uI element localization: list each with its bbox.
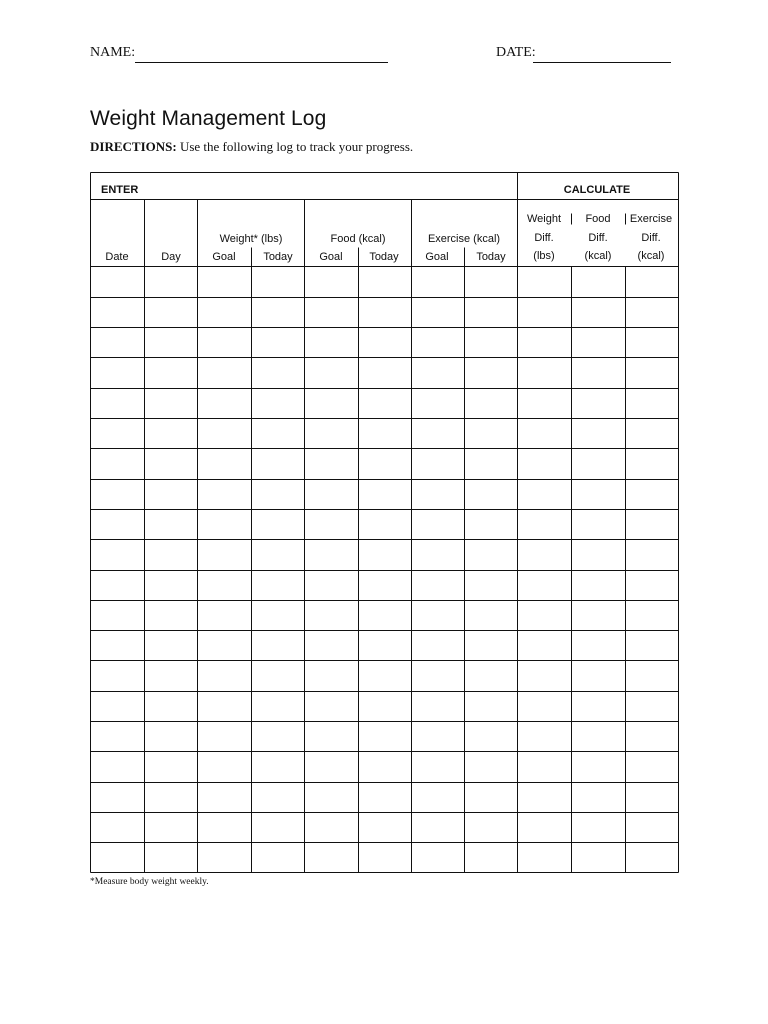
log-entry-cell[interactable] [146, 722, 197, 750]
log-entry-cell[interactable] [627, 783, 678, 811]
log-entry-cell[interactable] [306, 540, 358, 568]
log-entry-cell[interactable] [92, 419, 144, 447]
food-goal-header: Goal [319, 251, 343, 263]
footnote: *Measure body weight weekly. [90, 877, 209, 887]
log-entry-cell[interactable] [92, 298, 144, 326]
log-entry-cell[interactable] [253, 540, 304, 568]
log-entry-cell[interactable] [92, 692, 144, 720]
log-entry-cell[interactable] [146, 480, 197, 508]
name-label: NAME: [90, 45, 136, 60]
log-entry-cell[interactable] [627, 298, 678, 326]
log-entry-cell[interactable] [253, 843, 304, 871]
log-entry-cell[interactable] [199, 601, 251, 629]
log-entry-cell[interactable] [199, 661, 251, 689]
exercise-goal-header: Goal [425, 251, 449, 263]
log-entry-cell[interactable] [199, 480, 251, 508]
log-entry-cell[interactable] [306, 449, 358, 477]
date-label: DATE: [496, 45, 536, 60]
log-entry-cell[interactable] [627, 813, 678, 841]
calc-exercise-line1: Exercise [629, 213, 673, 225]
log-entry-cell[interactable] [360, 631, 411, 659]
log-entry-cell[interactable] [573, 480, 625, 508]
log-entry-cell[interactable] [627, 268, 678, 296]
log-entry-cell[interactable] [519, 389, 571, 417]
calc-weight-line3: (lbs) [533, 250, 555, 262]
log-entry-cell[interactable] [253, 298, 304, 326]
log-entry-cell[interactable] [253, 419, 304, 447]
group-weight-header: Weight* (lbs) [219, 233, 283, 245]
log-entry-cell[interactable] [253, 571, 304, 599]
directions-text: Use the following log to track your progress. [176, 139, 414, 154]
log-entry-cell[interactable] [519, 722, 571, 750]
log-entry-cell[interactable] [146, 358, 197, 386]
section-calculate-label: CALCULATE [563, 184, 631, 196]
log-entry-cell[interactable] [253, 783, 304, 811]
log-entry-cell[interactable] [253, 268, 304, 296]
log-entry-cell[interactable] [92, 328, 144, 356]
log-entry-cell[interactable] [413, 783, 464, 811]
log-entry-cell[interactable] [573, 449, 625, 477]
log-entry-cell[interactable] [466, 419, 517, 447]
log-entry-cell[interactable] [92, 449, 144, 477]
log-entry-cell[interactable] [253, 389, 304, 417]
log-entry-cell[interactable] [413, 389, 464, 417]
log-entry-cell[interactable] [466, 843, 517, 871]
log-entry-cell[interactable] [92, 571, 144, 599]
log-entry-cell[interactable] [413, 631, 464, 659]
log-entry-cell[interactable] [146, 268, 197, 296]
log-entry-cell[interactable] [413, 601, 464, 629]
log-entry-cell[interactable] [199, 631, 251, 659]
log-entry-cell[interactable] [306, 601, 358, 629]
log-entry-cell[interactable] [466, 389, 517, 417]
log-entry-cell[interactable] [199, 783, 251, 811]
log-table [90, 172, 680, 874]
log-entry-cell[interactable] [306, 328, 358, 356]
log-entry-cell[interactable] [360, 389, 411, 417]
log-entry-cell[interactable] [146, 843, 197, 871]
log-entry-cell[interactable] [146, 419, 197, 447]
section-enter-label: ENTER [101, 184, 139, 196]
log-entry-cell[interactable] [519, 540, 571, 568]
log-entry-cell[interactable] [627, 692, 678, 720]
log-entry-cell[interactable] [146, 783, 197, 811]
log-entry-cell[interactable] [466, 692, 517, 720]
log-entry-cell[interactable] [413, 540, 464, 568]
log-entry-cell[interactable] [573, 540, 625, 568]
log-entry-cell[interactable] [199, 692, 251, 720]
log-entry-cell[interactable] [253, 510, 304, 538]
log-entry-cell[interactable] [519, 419, 571, 447]
log-entry-cell[interactable] [92, 783, 144, 811]
group-food-header: Food (kcal) [330, 233, 386, 245]
log-entry-cell[interactable] [413, 268, 464, 296]
log-entry-cell[interactable] [253, 358, 304, 386]
log-entry-cell[interactable] [466, 328, 517, 356]
log-entry-cell[interactable] [627, 752, 678, 780]
log-entry-cell[interactable] [413, 419, 464, 447]
log-entry-cell[interactable] [253, 661, 304, 689]
log-entry-cell[interactable] [199, 449, 251, 477]
log-entry-cell[interactable] [466, 601, 517, 629]
log-entry-cell[interactable] [199, 389, 251, 417]
log-entry-cell[interactable] [573, 510, 625, 538]
log-entry-cell[interactable] [360, 328, 411, 356]
log-entry-cell[interactable] [573, 631, 625, 659]
log-entry-cell[interactable] [519, 571, 571, 599]
log-entry-cell[interactable] [306, 480, 358, 508]
date-field[interactable] [533, 62, 671, 63]
log-entry-cell[interactable] [306, 843, 358, 871]
log-entry-cell[interactable] [199, 268, 251, 296]
log-entry-cell[interactable] [466, 783, 517, 811]
exercise-today-header: Today [476, 251, 506, 263]
log-entry-cell[interactable] [253, 601, 304, 629]
log-entry-cell[interactable] [199, 540, 251, 568]
log-entry-cell[interactable] [627, 358, 678, 386]
log-entry-cell[interactable] [413, 752, 464, 780]
log-entry-cell[interactable] [573, 661, 625, 689]
log-entry-cell[interactable] [466, 571, 517, 599]
log-entry-cell[interactable] [627, 661, 678, 689]
log-entry-cell[interactable] [360, 510, 411, 538]
log-entry-cell[interactable] [466, 813, 517, 841]
log-entry-cell[interactable] [253, 480, 304, 508]
weight-today-header: Today [263, 251, 293, 263]
group-exercise-header: Exercise (kcal) [427, 233, 501, 245]
log-entry-cell[interactable] [627, 631, 678, 659]
log-entry-cell[interactable] [573, 571, 625, 599]
log-entry-cell[interactable] [413, 571, 464, 599]
log-entry-cell[interactable] [360, 601, 411, 629]
log-entry-cell[interactable] [253, 722, 304, 750]
log-entry-cell[interactable] [92, 268, 144, 296]
log-entry-cell[interactable] [573, 813, 625, 841]
log-entry-cell[interactable] [92, 389, 144, 417]
log-entry-cell[interactable] [360, 813, 411, 841]
log-entry-cell[interactable] [627, 601, 678, 629]
log-entry-cell[interactable] [146, 661, 197, 689]
log-entry-cell[interactable] [466, 268, 517, 296]
log-entry-cell[interactable] [627, 540, 678, 568]
log-entry-cell[interactable] [306, 510, 358, 538]
log-entry-cell[interactable] [306, 752, 358, 780]
log-entry-cell[interactable] [519, 843, 571, 871]
log-entry-cell[interactable] [306, 722, 358, 750]
log-entry-cell[interactable] [360, 661, 411, 689]
log-entry-cell[interactable] [253, 631, 304, 659]
log-entry-cell[interactable] [519, 358, 571, 386]
log-entry-cell[interactable] [627, 571, 678, 599]
log-entry-cell[interactable] [146, 449, 197, 477]
log-entry-cell[interactable] [146, 631, 197, 659]
log-table-grid [90, 172, 680, 874]
directions-label: DIRECTIONS: [90, 139, 177, 154]
log-entry-cell[interactable] [466, 631, 517, 659]
log-entry-cell[interactable] [413, 510, 464, 538]
log-entry-cell[interactable] [360, 540, 411, 568]
log-entry-cell[interactable] [519, 631, 571, 659]
log-entry-cell[interactable] [306, 692, 358, 720]
calc-food-line3: (kcal) [584, 250, 612, 262]
log-entry-cell[interactable] [199, 843, 251, 871]
log-entry-cell[interactable] [199, 571, 251, 599]
log-entry-cell[interactable] [519, 480, 571, 508]
log-entry-cell[interactable] [466, 661, 517, 689]
log-entry-cell[interactable] [466, 510, 517, 538]
calc-food-line2: Diff. [588, 232, 608, 244]
log-entry-cell[interactable] [519, 328, 571, 356]
log-entry-cell[interactable] [519, 510, 571, 538]
log-entry-cell[interactable] [466, 358, 517, 386]
log-entry-cell[interactable] [413, 722, 464, 750]
calc-weight-line1: Weight [526, 213, 562, 225]
log-entry-cell[interactable] [199, 722, 251, 750]
log-entry-cell[interactable] [519, 298, 571, 326]
calc-food-line1: Food [585, 213, 611, 225]
log-entry-cell[interactable] [146, 389, 197, 417]
log-entry-cell[interactable] [519, 601, 571, 629]
log-entry-cell[interactable] [306, 631, 358, 659]
log-entry-cell[interactable] [360, 419, 411, 447]
log-entry-cell[interactable] [519, 449, 571, 477]
page-title: Weight Management Log [90, 107, 327, 130]
directions [90, 139, 413, 155]
log-entry-cell[interactable] [360, 571, 411, 599]
log-entry-cell[interactable] [627, 328, 678, 356]
calc-exercise-line2: Diff. [641, 232, 661, 244]
log-entry-cell[interactable] [199, 358, 251, 386]
log-entry-cell[interactable] [413, 328, 464, 356]
log-entry-cell[interactable] [360, 692, 411, 720]
log-entry-cell[interactable] [199, 298, 251, 326]
log-entry-cell[interactable] [413, 298, 464, 326]
log-entry-cell[interactable] [360, 480, 411, 508]
food-today-header: Today [369, 251, 399, 263]
weight-goal-header: Goal [212, 251, 236, 263]
log-entry-cell[interactable] [466, 298, 517, 326]
log-entry-cell[interactable] [306, 419, 358, 447]
calc-weight-line2: Diff. [534, 232, 554, 244]
log-entry-cell[interactable] [360, 358, 411, 386]
col-date-header: Date [105, 251, 129, 263]
log-entry-cell[interactable] [146, 540, 197, 568]
log-entry-cell[interactable] [573, 298, 625, 326]
log-entry-cell[interactable] [199, 510, 251, 538]
log-entry-cell[interactable] [92, 540, 144, 568]
log-entry-cell[interactable] [573, 783, 625, 811]
log-entry-cell[interactable] [306, 661, 358, 689]
log-entry-cell[interactable] [146, 571, 197, 599]
log-entry-cell[interactable] [519, 692, 571, 720]
log-entry-cell[interactable] [413, 661, 464, 689]
log-entry-cell[interactable] [519, 268, 571, 296]
log-entry-cell[interactable] [92, 813, 144, 841]
log-entry-cell[interactable] [253, 449, 304, 477]
log-entry-cell[interactable] [146, 752, 197, 780]
log-entry-cell[interactable] [627, 419, 678, 447]
name-field[interactable] [135, 62, 388, 63]
log-entry-cell[interactable] [199, 419, 251, 447]
log-entry-cell[interactable] [573, 752, 625, 780]
log-entry-cell[interactable] [627, 843, 678, 871]
log-entry-cell[interactable] [360, 722, 411, 750]
log-entry-cell[interactable] [92, 661, 144, 689]
log-entry-cell[interactable] [92, 843, 144, 871]
log-entry-cell[interactable] [360, 752, 411, 780]
calc-exercise-line3: (kcal) [637, 250, 665, 262]
log-entry-cell[interactable] [413, 358, 464, 386]
log-entry-cell[interactable] [92, 722, 144, 750]
log-entry-cell[interactable] [413, 449, 464, 477]
log-entry-cell[interactable] [146, 328, 197, 356]
log-entry-cell[interactable] [413, 843, 464, 871]
log-entry-cell[interactable] [146, 813, 197, 841]
log-entry-cell[interactable] [360, 298, 411, 326]
log-entry-cell[interactable] [253, 752, 304, 780]
log-entry-cell[interactable] [360, 783, 411, 811]
log-entry-cell[interactable] [199, 328, 251, 356]
log-entry-cell[interactable] [253, 328, 304, 356]
log-entry-cell[interactable] [466, 540, 517, 568]
log-entry-cell[interactable] [519, 661, 571, 689]
log-entry-cell[interactable] [253, 813, 304, 841]
log-entry-cell[interactable] [573, 601, 625, 629]
log-entry-cell[interactable] [627, 722, 678, 750]
log-entry-cell[interactable] [199, 813, 251, 841]
log-entry-cell[interactable] [92, 358, 144, 386]
log-entry-cell[interactable] [627, 480, 678, 508]
col-day-header: Day [161, 251, 181, 263]
log-entry-cell[interactable] [306, 268, 358, 296]
log-entry-cell[interactable] [253, 692, 304, 720]
log-entry-cell[interactable] [413, 692, 464, 720]
log-entry-cell[interactable] [573, 328, 625, 356]
log-entry-cell[interactable] [92, 510, 144, 538]
log-entry-cell[interactable] [573, 358, 625, 386]
log-entry-cell[interactable] [360, 843, 411, 871]
log-entry-cell[interactable] [519, 813, 571, 841]
log-entry-cell[interactable] [306, 571, 358, 599]
log-entry-cell[interactable] [306, 813, 358, 841]
log-entry-cell[interactable] [306, 783, 358, 811]
log-entry-cell[interactable] [573, 419, 625, 447]
log-entry-cell[interactable] [627, 510, 678, 538]
log-entry-cell[interactable] [92, 752, 144, 780]
log-entry-cell[interactable] [146, 298, 197, 326]
log-entry-cell[interactable] [627, 449, 678, 477]
log-entry-cell[interactable] [92, 601, 144, 629]
log-entry-cell[interactable] [413, 813, 464, 841]
log-entry-cell[interactable] [306, 389, 358, 417]
log-entry-cell[interactable] [92, 480, 144, 508]
log-entry-cell[interactable] [466, 480, 517, 508]
log-entry-cell[interactable] [573, 692, 625, 720]
log-entry-cell[interactable] [573, 722, 625, 750]
log-entry-cell[interactable] [573, 843, 625, 871]
log-entry-cell[interactable] [413, 480, 464, 508]
log-entry-cell[interactable] [360, 449, 411, 477]
log-entry-cell[interactable] [199, 752, 251, 780]
log-entry-cell[interactable] [466, 722, 517, 750]
log-entry-cell[interactable] [519, 752, 571, 780]
log-entry-cell[interactable] [519, 783, 571, 811]
log-entry-cell[interactable] [627, 389, 678, 417]
log-entry-cell[interactable] [573, 268, 625, 296]
log-entry-cell[interactable] [306, 358, 358, 386]
log-entry-cell[interactable] [466, 752, 517, 780]
log-entry-cell[interactable] [146, 510, 197, 538]
log-entry-cell[interactable] [146, 692, 197, 720]
log-entry-cell[interactable] [146, 601, 197, 629]
log-entry-cell[interactable] [92, 631, 144, 659]
log-entry-cell[interactable] [573, 389, 625, 417]
log-entry-cell[interactable] [306, 298, 358, 326]
log-entry-cell[interactable] [466, 449, 517, 477]
log-entry-cell[interactable] [360, 268, 411, 296]
